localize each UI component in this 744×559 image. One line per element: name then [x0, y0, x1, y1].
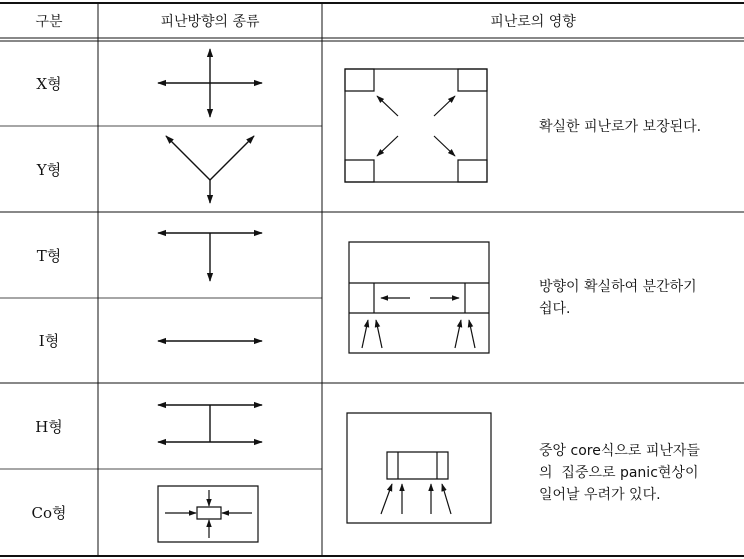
- effect-text-2-line2: 쉽다.: [539, 301, 571, 317]
- row-label-t: T형: [36, 246, 62, 265]
- row-label-x: X형: [36, 75, 62, 93]
- effect-text-1: [539, 116, 701, 138]
- row-label-h: H형: [35, 417, 63, 436]
- header-effect: 피난로의 영향: [490, 13, 576, 30]
- effect-text-2: [539, 276, 697, 320]
- effect-text-3: [539, 440, 700, 506]
- header-category: 구분: [35, 13, 63, 30]
- effect-text-3-line3: 일어날 우려가 있다.: [539, 487, 661, 503]
- row-label-co: Co형: [31, 504, 67, 522]
- row-label-i: I형: [38, 332, 60, 350]
- header-direction-type: 피난방향의 종류: [160, 13, 260, 30]
- effect-text-2-line1: 방향이 확실하여 분간하기: [539, 279, 697, 295]
- effect-text-3-line1: 중앙 core식으로 피난자들: [539, 443, 700, 459]
- row-label-y: Y형: [36, 160, 62, 179]
- effect-text-1-line1: 확실한 피난로가 보장된다.: [539, 119, 702, 135]
- effect-text-3-line2: 의 집중으로 panic현상이: [539, 465, 699, 481]
